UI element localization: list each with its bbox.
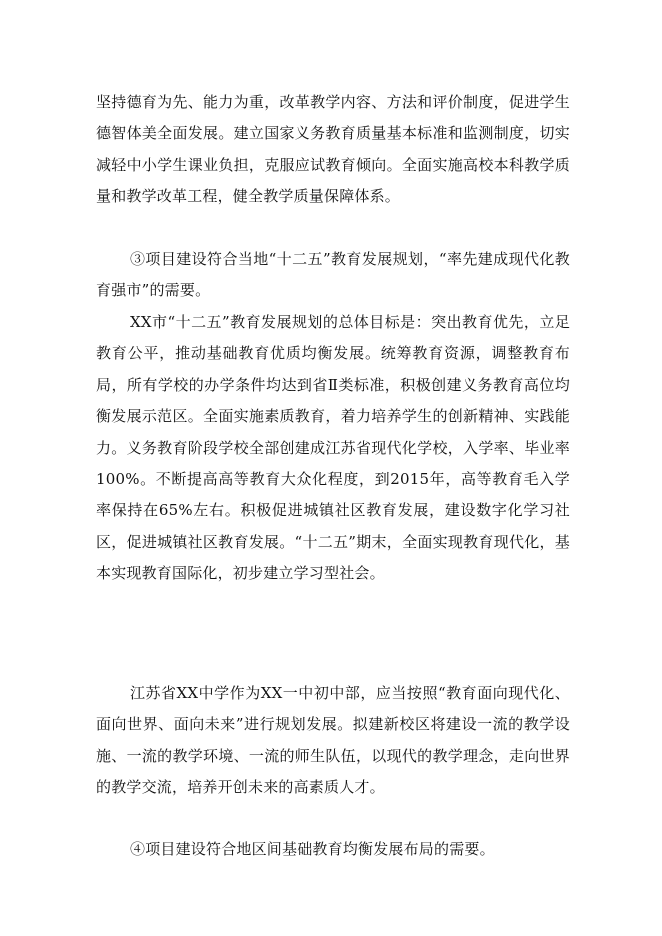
paragraph-moral-education: 坚持德育为先、能力为重，改革教学内容、方法和评价制度，促进学生德智体美全面发展。建立国家义务教育质量基本标准和监测制度，切实减轻中小学生课业负担，克服应试教育倾向。全面实施高校本科教学质量和教学改革工程，健全教学质量保障体系。	[96, 93, 570, 206]
paragraph-item-4-heading: ④项目建设符合地区间基础教育均衡发展布局的需要。	[130, 840, 495, 858]
paragraph-school-development: 江苏省XX中学作为XX一中初中部，应当按照“教育面向现代化、面向世界、面向未来”进行规划发展。拟建新校区将建设一流的教学设施、一流的教学环境、一流的师生队伍，以现代的教学理念，走向世界的教学交流，培养开创未来的高素质人才。	[96, 684, 570, 797]
paragraph-city-plan-goals: XX市“十二五”教育发展规划的总体目标是：突出教育优先，立足教育公平，推动基础教育优质均衡发展。统筹教育资源，调整教育布局，所有学校的办学条件均达到省Ⅱ类标准，积极创建义务教育高位均衡发展示范区。全面实施素质教育，着力培养学生的创新精神、实践能力。义务教育阶段学校全部创建成江苏省现代化学校，入学率、毕业率100%。不断提高高等教育大众化程度，到2015年，高等教育毛入学率保持在65%左右。积极促进城镇社区教育发展，建设数字化学习社区，促进城镇社区教育发展。“十二五”期末，全面实现教育现代化，基本实现教育国际化，初步建立学习型社会。	[96, 313, 570, 583]
paragraph-item-3-heading: ③项目建设符合当地“十二五”教育发展规划，“率先建成现代化教育强市”的需要。	[96, 250, 570, 300]
